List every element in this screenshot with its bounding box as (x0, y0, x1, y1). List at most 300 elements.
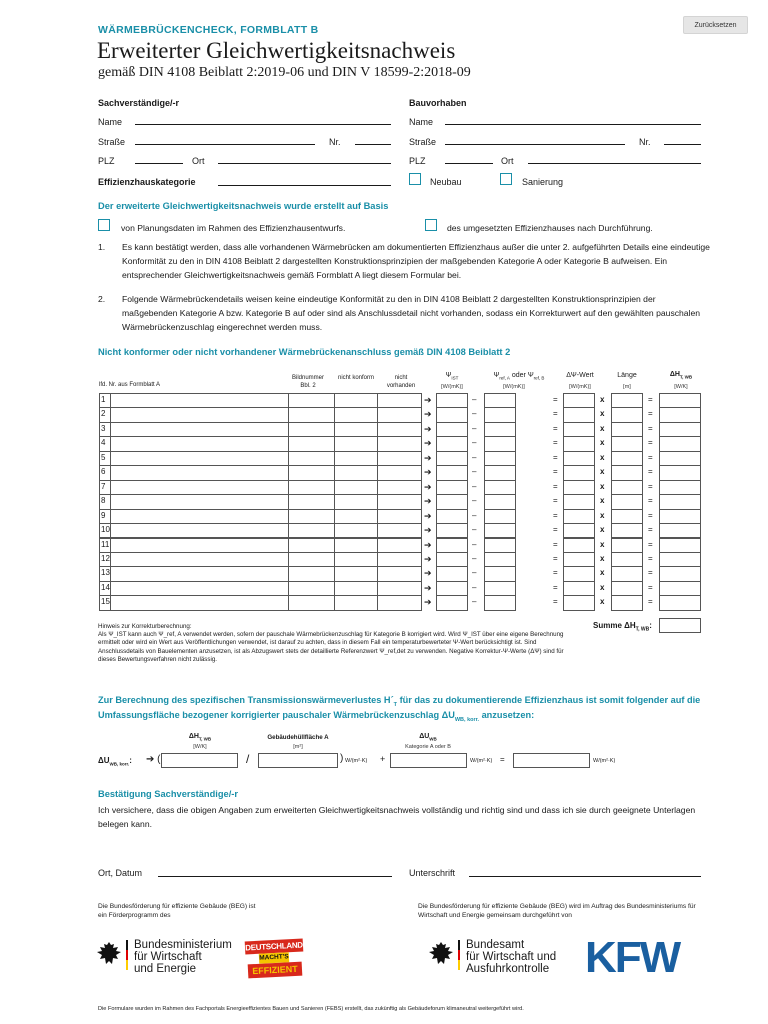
project-heading: Bauvorhaben (409, 98, 467, 108)
nicht-vorhanden-cell[interactable] (377, 581, 422, 596)
dme-logo (245, 940, 303, 980)
lfd-cell[interactable] (110, 566, 289, 581)
sanierung-checkbox[interactable] (500, 173, 512, 185)
row-arrow: ➔ (424, 452, 432, 463)
row-equals: = (553, 467, 558, 477)
flag-stripe (126, 940, 128, 970)
bildnummer-cell[interactable] (288, 581, 335, 596)
laenge-cell[interactable] (611, 407, 643, 422)
row-arrow: ➔ (424, 467, 432, 478)
col-laenge-unit: [m] (623, 384, 631, 390)
lfd-cell[interactable] (110, 509, 289, 524)
row-times: x (600, 568, 605, 578)
row-number: 14 (101, 582, 110, 592)
expert-plz-field[interactable] (135, 163, 183, 164)
row-minus: – (472, 395, 477, 404)
row-number: 1 (101, 395, 106, 404)
calc-slash: / (246, 752, 250, 766)
col-dh-unit: [W/K] (674, 384, 688, 390)
dpsi-cell[interactable] (563, 552, 595, 567)
item-2-text: Folgende Wärmebrückendetails weisen keine eindeutige Konformität zu den in DIN 4108 Beiblatt 2 dargestellten Konstruktionsprinzipien der maßgebenden Kategorie A bzw. Kategorie B auf oder sind als Anschlussdetail nicht vorhanden, sodass ein Korrekturwert auf den gewählten pauschalen Wärmebrückenzuschlag eingerechnet werden muss. (122, 294, 701, 332)
row-equals-2: = (648, 568, 653, 578)
nicht-konform-cell[interactable] (334, 451, 378, 466)
row-minus: – (472, 452, 477, 462)
dme-line-1: DEUTSCHLAND (245, 938, 304, 954)
nicht-vorhanden-cell[interactable] (377, 523, 422, 538)
psi-ref-cell[interactable] (484, 509, 516, 524)
dh-cell[interactable] (659, 436, 701, 451)
row-arrow: ➔ (424, 510, 432, 521)
row-equals: = (553, 597, 558, 607)
lfd-cell[interactable] (110, 581, 289, 596)
psi-ref-cell[interactable] (484, 451, 516, 466)
psi-ref-cell[interactable] (484, 552, 516, 567)
row-equals: = (553, 395, 558, 404)
dpsi-cell[interactable] (563, 407, 595, 422)
form-overline: WÄRMEBRÜCKENCHECK, FORMBLATT B (98, 24, 319, 36)
calc-unit-3: W/(m²·K) (593, 758, 616, 764)
col-laenge-header: Länge (617, 372, 637, 379)
laenge-cell[interactable] (611, 480, 643, 495)
expert-name-field[interactable] (135, 124, 391, 125)
calc-col3-unit: Kategorie A oder B (405, 744, 451, 750)
psi-ref-cell[interactable] (484, 465, 516, 480)
psi-ist-cell[interactable] (436, 552, 468, 567)
dpsi-cell[interactable] (563, 393, 595, 408)
neubau-checkbox[interactable] (409, 173, 421, 185)
dh-cell[interactable] (659, 393, 701, 408)
dh-cell[interactable] (659, 595, 701, 610)
row-minus: – (472, 423, 477, 433)
psi-ref-cell[interactable] (484, 595, 516, 610)
dh-cell[interactable] (659, 581, 701, 596)
psi-ist-cell[interactable] (436, 465, 468, 480)
row-times: x (600, 597, 605, 607)
row-equals: = (553, 496, 558, 506)
lfd-cell[interactable] (110, 407, 289, 422)
psi-ist-cell[interactable] (436, 523, 468, 538)
basis-planning-checkbox[interactable] (98, 219, 110, 231)
col-dpsi-header: ΔΨ-Wert (566, 372, 594, 379)
efficiency-field[interactable] (218, 185, 391, 186)
dpsi-cell[interactable] (563, 465, 595, 480)
row-equals-2: = (648, 525, 653, 535)
dme-line-2: MACHT'S (259, 952, 289, 964)
row-number: 12 (101, 553, 110, 563)
laenge-cell[interactable] (611, 509, 643, 524)
nicht-konform-cell[interactable] (334, 494, 378, 509)
psi-ref-cell[interactable] (484, 407, 516, 422)
dpsi-cell[interactable] (563, 494, 595, 509)
row-arrow: ➔ (424, 582, 432, 593)
psi-ref-cell[interactable] (484, 393, 516, 408)
basis-implemented-label: des umgesetzten Effizienzhauses nach Durchführung. (447, 223, 653, 233)
dpsi-cell[interactable] (563, 480, 595, 495)
nicht-konform-cell[interactable] (334, 407, 378, 422)
calc-area-field[interactable] (258, 753, 338, 768)
dh-cell[interactable] (659, 451, 701, 466)
row-arrow: ➔ (424, 568, 432, 579)
lfd-cell[interactable] (110, 538, 289, 553)
row-times: x (600, 582, 605, 592)
row-equals: = (553, 525, 558, 535)
dh-cell[interactable] (659, 494, 701, 509)
neubau-label: Neubau (430, 177, 462, 187)
row-number: 4 (101, 438, 106, 448)
calc-unit-2: W/(m²·K) (470, 758, 493, 764)
row-number: 5 (101, 452, 106, 462)
row-equals: = (553, 568, 558, 578)
row-minus: – (472, 481, 477, 491)
calc-col2-header: Gebäudehüllfläche A (267, 734, 329, 741)
project-street-field[interactable] (445, 144, 625, 145)
expert-name-label: Name (98, 117, 123, 127)
dh-cell[interactable] (659, 566, 701, 581)
row-arrow: ➔ (424, 409, 432, 420)
page-title: Erweiterter Gleichwertigkeitsnachweis (97, 38, 456, 63)
bildnummer-cell[interactable] (288, 407, 335, 422)
bildnummer-cell[interactable] (288, 393, 335, 408)
laenge-cell[interactable] (611, 422, 643, 437)
row-equals: = (553, 510, 558, 520)
psi-ist-cell[interactable] (436, 509, 468, 524)
laenge-cell[interactable] (611, 494, 643, 509)
bildnummer-cell[interactable] (288, 494, 335, 509)
row-equals-2: = (648, 553, 653, 563)
dh-cell[interactable] (659, 538, 701, 553)
calc-result-field[interactable] (513, 753, 590, 768)
nicht-vorhanden-cell[interactable] (377, 552, 422, 567)
laenge-cell[interactable] (611, 552, 643, 567)
row-arrow: ➔ (424, 539, 432, 550)
dpsi-cell[interactable] (563, 422, 595, 437)
nicht-konform-cell[interactable] (334, 393, 378, 408)
row-minus: – (472, 409, 477, 419)
dh-cell[interactable] (659, 407, 701, 422)
footer-left-text: Die Bundesförderung für effiziente Gebäude (BEG) ist ein Förderprogramm des (98, 903, 256, 919)
calc-arrow-paren: ➔ ( (146, 754, 161, 765)
row-minus: – (472, 568, 477, 578)
dme-line-3: EFFIZIENT (248, 962, 303, 979)
item-1-text: Es kann bestätigt werden, dass alle vorhandenen Wärmebrücken am dokumentierten Effizienzhaus außer die unter 2. aufgeführten Details eine eindeutige Konformität zu den in DIN 4108 Beiblatt 2 dargestellten Konstruktionsprinzipien der maßgebenden Kategorie A oder Kategorie B aufweisen. Ein entsprechender Gleichwertigkeitsnachweis gemäß Formblatt A liegt diesem Formular bei. (122, 242, 710, 280)
row-equals-2: = (648, 539, 653, 549)
federal-eagle-icon (96, 940, 122, 968)
nicht-konform-cell[interactable] (334, 581, 378, 596)
dh-cell[interactable] (659, 480, 701, 495)
lfd-cell[interactable] (110, 451, 289, 466)
row-times: x (600, 423, 605, 433)
psi-ref-cell[interactable] (484, 436, 516, 451)
nicht-konform-cell[interactable] (334, 595, 378, 610)
project-ort-label: Ort (501, 156, 514, 166)
row-minus: – (472, 597, 477, 607)
row-times: x (600, 510, 605, 520)
col-psi-ist-header: $\Psi_{IST}$ (445, 372, 459, 381)
reset-button[interactable]: Zurücksetzen (683, 16, 748, 34)
lfd-cell[interactable] (110, 480, 289, 495)
calc-unit-1: W/(m²·K) (345, 758, 368, 764)
basis-implemented-checkbox[interactable] (425, 219, 437, 231)
row-arrow: ➔ (424, 553, 432, 564)
lfd-cell[interactable] (110, 595, 289, 610)
bildnummer-cell[interactable] (288, 509, 335, 524)
lfd-cell[interactable] (110, 436, 289, 451)
row-times: x (600, 395, 605, 404)
col-dpsi-unit: [W/(mK)] (569, 384, 591, 390)
expert-ort-label: Ort (192, 156, 205, 166)
row-equals: = (553, 452, 558, 462)
row-times: x (600, 452, 605, 462)
row-minus: – (472, 438, 477, 448)
project-name-label: Name (409, 117, 434, 127)
bildnummer-cell[interactable] (288, 465, 335, 480)
row-minus: – (472, 539, 477, 549)
nicht-vorhanden-cell[interactable] (377, 422, 422, 437)
nicht-konform-cell[interactable] (334, 566, 378, 581)
expert-ort-field[interactable] (218, 163, 391, 164)
calc-heading-line-1: Zur Berechnung des spezifischen Transmissionswärmeverlustes $H´_T$ für das zu dokumentierende Effizienzhaus ist somit folgender auf die (98, 695, 701, 708)
project-plz-field[interactable] (445, 163, 493, 164)
dh-cell[interactable] (659, 422, 701, 437)
row-number: 11 (101, 539, 110, 549)
laenge-cell[interactable] (611, 451, 643, 466)
col-nicht-vorhanden-header: nicht vorhanden (386, 375, 416, 389)
nicht-konform-cell[interactable] (334, 480, 378, 495)
bildnummer-cell[interactable] (288, 595, 335, 610)
psi-ist-cell[interactable] (436, 436, 468, 451)
nicht-vorhanden-cell[interactable] (377, 480, 422, 495)
bildnummer-cell[interactable] (288, 451, 335, 466)
item-2-number: 2. (98, 294, 106, 304)
laenge-cell[interactable] (611, 595, 643, 610)
psi-ist-cell[interactable] (436, 595, 468, 610)
psi-ist-cell[interactable] (436, 480, 468, 495)
nicht-vorhanden-cell[interactable] (377, 494, 422, 509)
row-equals-2: = (648, 582, 653, 592)
footer-bottom-note: Die Formulare wurden im Rahmen des Fachportals Energieeffizientes Bauen und Sanieren (FEBS) erstellt, das zukünftig als Gebäudeforum klimaneutral weitergeführt wird. (98, 1006, 524, 1012)
row-equals: = (553, 409, 558, 419)
psi-ist-cell[interactable] (436, 566, 468, 581)
dpsi-cell[interactable] (563, 566, 595, 581)
row-equals: = (553, 553, 558, 563)
row-number: 7 (101, 481, 106, 491)
flag-stripe-2 (458, 940, 460, 970)
laenge-cell[interactable] (611, 581, 643, 596)
calc-equals: = (500, 755, 505, 764)
dh-cell[interactable] (659, 523, 701, 538)
laenge-cell[interactable] (611, 523, 643, 538)
row-equals: = (553, 582, 558, 592)
row-number: 13 (101, 568, 110, 578)
row-arrow: ➔ (424, 496, 432, 507)
project-ort-field[interactable] (528, 163, 701, 164)
dpsi-cell[interactable] (563, 523, 595, 538)
psi-ist-cell[interactable] (436, 407, 468, 422)
row-minus: – (472, 510, 477, 520)
dpsi-cell[interactable] (563, 538, 595, 553)
laenge-cell[interactable] (611, 538, 643, 553)
confirm-text: Ich versichere, dass die obigen Angaben zum erweiterten Gleichwertigkeitsnachweis vollständig und richtig sind und dass ich sie durch geeignete Unterlagen belegen kann. (98, 805, 696, 829)
row-number: 6 (101, 467, 106, 477)
expert-street-label: Straße (98, 137, 126, 147)
project-nr-field[interactable] (664, 144, 701, 145)
row-times: x (600, 496, 605, 506)
psi-ist-cell[interactable] (436, 422, 468, 437)
nicht-vorhanden-cell[interactable] (377, 465, 422, 480)
calc-du-field[interactable] (390, 753, 467, 768)
expert-nr-label: Nr. (329, 137, 341, 147)
row-minus: – (472, 496, 477, 506)
psi-ist-cell[interactable] (436, 494, 468, 509)
dpsi-cell[interactable] (563, 581, 595, 596)
nicht-vorhanden-cell[interactable] (377, 566, 422, 581)
project-name-field[interactable] (445, 124, 701, 125)
lfd-cell[interactable] (110, 552, 289, 567)
bmwi-name: Bundesministerium für Wirtschaft und Energie (134, 939, 232, 975)
psi-ref-cell[interactable] (484, 494, 516, 509)
bildnummer-cell[interactable] (288, 422, 335, 437)
row-number: 10 (101, 525, 110, 535)
footer-right-text: Die Bundesförderung für effiziente Gebäude (BEG) wird im Auftrag des Bundesministeriums für Wirtschaft und Energie gemeinsam durchgeführt von (418, 903, 696, 919)
nicht-konform-cell[interactable] (334, 552, 378, 567)
lfd-cell[interactable] (110, 465, 289, 480)
bildnummer-cell[interactable] (288, 480, 335, 495)
note-title: Hinweis zur Korrekturberechnung: (98, 623, 192, 630)
row-minus: – (472, 467, 477, 477)
lfd-cell[interactable] (110, 494, 289, 509)
nicht-konform-cell[interactable] (334, 509, 378, 524)
signature-field[interactable] (469, 876, 701, 877)
calc-col1-unit: [W/K] (193, 744, 207, 750)
psi-ref-cell[interactable] (484, 566, 516, 581)
col-psi-ist-unit: [W/(mK)] (441, 384, 463, 390)
laenge-cell[interactable] (611, 393, 643, 408)
row-equals: = (553, 423, 558, 433)
kfw-logo: KFW (585, 933, 680, 982)
nicht-vorhanden-cell[interactable] (377, 595, 422, 610)
sanierung-label: Sanierung (522, 177, 564, 187)
row-equals: = (553, 438, 558, 448)
dpsi-cell[interactable] (563, 436, 595, 451)
nicht-konform-cell[interactable] (334, 538, 378, 553)
row-number: 8 (101, 496, 106, 506)
nicht-vorhanden-cell[interactable] (377, 451, 422, 466)
project-plz-label: PLZ (409, 156, 426, 166)
row-number: 2 (101, 409, 106, 419)
bildnummer-cell[interactable] (288, 436, 335, 451)
col-psi-ref-unit: [W/(mK)] (503, 384, 525, 390)
row-times: x (600, 409, 605, 419)
dpsi-cell[interactable] (563, 595, 595, 610)
row-times: x (600, 525, 605, 535)
row-equals-2: = (648, 438, 653, 448)
row-equals-2: = (648, 481, 653, 491)
nicht-konform-cell[interactable] (334, 436, 378, 451)
calc-heading-line-2: Umfassungsfläche bezogener korrigierter pauschaler Wärmebrückenzuschlag $\Delta U_{WB, korr.}$ anzusetzen: (98, 710, 535, 723)
col-dh-header: $\Delta H_{T, WB}$ (669, 371, 693, 380)
row-number: 3 (101, 423, 106, 433)
psi-ist-cell[interactable] (436, 393, 468, 408)
bildnummer-cell[interactable] (288, 566, 335, 581)
nicht-vorhanden-cell[interactable] (377, 436, 422, 451)
sum-field[interactable] (659, 618, 701, 633)
bafa-name: Bundesamt für Wirtschaft und Ausfuhrkontrolle (466, 939, 557, 975)
federal-eagle-icon-2 (428, 940, 454, 968)
nicht-konform-cell[interactable] (334, 465, 378, 480)
nicht-vorhanden-cell[interactable] (377, 509, 422, 524)
calc-col3-header: $\Delta U_{WB}$ (419, 733, 437, 742)
row-equals: = (553, 481, 558, 491)
row-equals-2: = (648, 395, 653, 404)
place-date-label: Ort, Datum (98, 868, 143, 878)
laenge-cell[interactable] (611, 436, 643, 451)
dpsi-cell[interactable] (563, 509, 595, 524)
lfd-cell[interactable] (110, 523, 289, 538)
expert-nr-field[interactable] (355, 144, 391, 145)
nicht-vorhanden-cell[interactable] (377, 538, 422, 553)
calc-col2-unit: [m²] (293, 744, 303, 750)
dpsi-cell[interactable] (563, 451, 595, 466)
row-times: x (600, 481, 605, 491)
row-equals-2: = (648, 409, 653, 419)
basis-planning-label: von Planungsdaten im Rahmen des Effizienzhausentwurfs. (121, 223, 346, 233)
calc-dh-field[interactable] (161, 753, 238, 768)
psi-ist-cell[interactable] (436, 581, 468, 596)
row-times: x (600, 467, 605, 477)
row-times: x (600, 553, 605, 563)
bildnummer-cell[interactable] (288, 523, 335, 538)
dh-cell[interactable] (659, 509, 701, 524)
psi-ref-cell[interactable] (484, 581, 516, 596)
laenge-cell[interactable] (611, 566, 643, 581)
nicht-konform-cell[interactable] (334, 523, 378, 538)
row-arrow: ➔ (424, 481, 432, 492)
dh-cell[interactable] (659, 465, 701, 480)
row-arrow: ➔ (424, 395, 432, 405)
bildnummer-cell[interactable] (288, 538, 335, 553)
row-minus: – (472, 553, 477, 563)
signature-label: Unterschrift (409, 868, 456, 878)
row-arrow: ➔ (424, 423, 432, 434)
expert-plz-label: PLZ (98, 156, 115, 166)
nicht-konform-cell[interactable] (334, 422, 378, 437)
expert-street-field[interactable] (135, 144, 315, 145)
row-times: x (600, 539, 605, 549)
lfd-cell[interactable] (110, 422, 289, 437)
lfd-cell[interactable] (110, 393, 289, 408)
psi-ref-cell[interactable] (484, 538, 516, 553)
nicht-vorhanden-cell[interactable] (377, 407, 422, 422)
psi-ist-cell[interactable] (436, 538, 468, 553)
col-psi-ref-header: $\Psi_{ref, A}$ oder $\Psi_{ref, B}$ (493, 372, 545, 381)
col-lfd-header: lfd. Nr. aus Formblatt A (99, 382, 161, 388)
psi-ref-cell[interactable] (484, 422, 516, 437)
row-equals-2: = (648, 510, 653, 520)
psi-ref-cell[interactable] (484, 480, 516, 495)
bildnummer-cell[interactable] (288, 552, 335, 567)
row-equals-2: = (648, 496, 653, 506)
psi-ref-cell[interactable] (484, 523, 516, 538)
row-arrow: ➔ (424, 525, 432, 536)
dh-cell[interactable] (659, 552, 701, 567)
place-date-field[interactable] (158, 876, 392, 877)
laenge-cell[interactable] (611, 465, 643, 480)
row-times: x (600, 438, 605, 448)
nicht-vorhanden-cell[interactable] (377, 393, 422, 408)
item-1-number: 1. (98, 242, 106, 252)
row-equals-2: = (648, 452, 653, 462)
psi-ist-cell[interactable] (436, 451, 468, 466)
